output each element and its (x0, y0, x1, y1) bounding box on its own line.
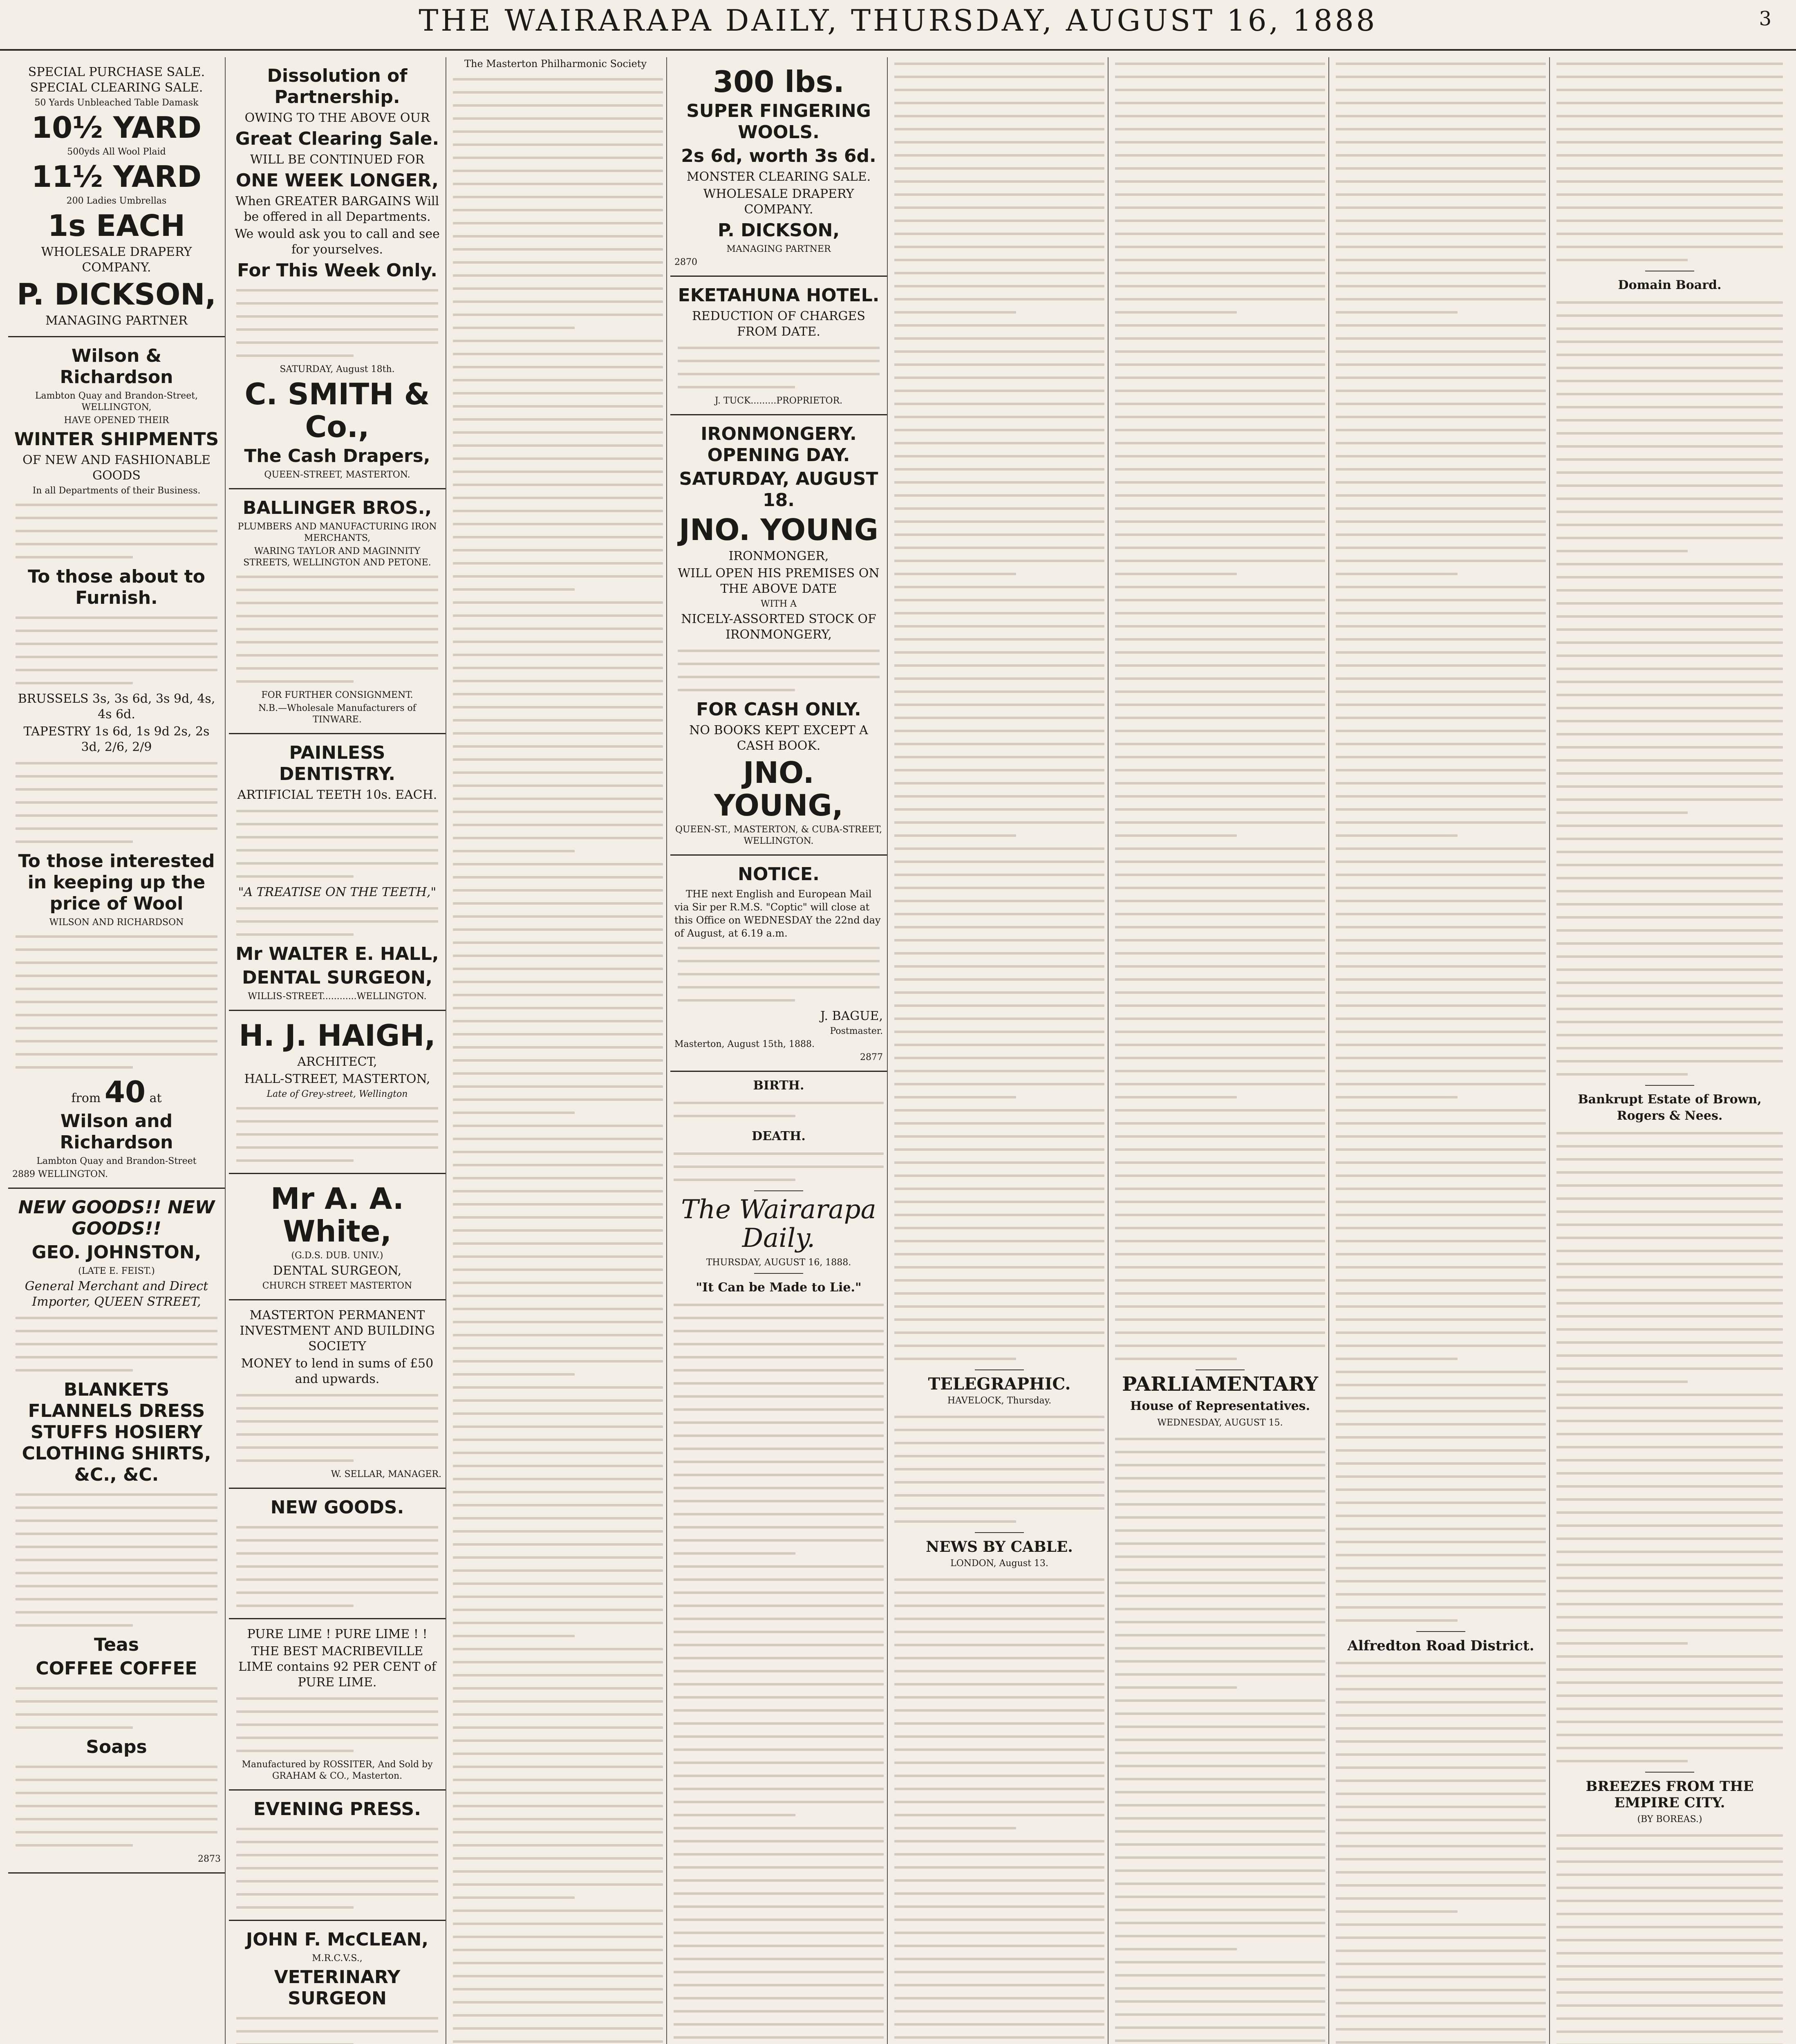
domain-board-heading: Domain Board. (1618, 278, 1722, 292)
ballinger-name: BALLINGER BROS., (242, 498, 432, 518)
eketahuna-hotel: EKETAHUNA HOTEL. (678, 285, 880, 306)
article-lead: The Masterton Philharmonic Society (464, 58, 647, 69)
p-dickson: P. DICKSON, (17, 277, 216, 312)
no-books: NO BOOKS KEPT EXCEPT A CASH BOOK. (689, 723, 868, 753)
divider (1645, 1772, 1694, 1773)
wholesale-drapery-2: WHOLESALE DRAPERY COMPANY. (703, 187, 854, 217)
text-block (678, 644, 880, 697)
editorial-heading: "It Can be Made to Lie." (696, 1280, 862, 1295)
parliamentary-heading: PARLIAMENTARY (1122, 1373, 1318, 1396)
rossiter: Manufactured by ROSSITER, And Sold by GRAHAM & CO., Masterton. (242, 1759, 433, 1781)
winter-sub: OF NEW AND FASHIONABLE GOODS (22, 453, 211, 483)
super-fingering: SUPER FINGERING WOOLS. (686, 101, 871, 143)
painless-heading: PAINLESS DENTISTRY. (279, 742, 396, 784)
forty-post: at (149, 1091, 162, 1105)
editorial-text (674, 1298, 884, 2044)
price-2: 11½ YARD (31, 159, 202, 194)
column-8 (1553, 57, 1786, 2044)
text-block (674, 1147, 884, 1186)
haigh-late: Late of Grey-street, Wellington (266, 1089, 408, 1099)
divider (754, 1273, 803, 1274)
death-heading: DEATH. (752, 1129, 806, 1143)
managing-partner: MANAGING PARTNER (45, 314, 188, 328)
newspaper-columns (8, 57, 1788, 2044)
wednesday-dateline: WEDNESDAY, AUGUST 15. (1157, 1418, 1283, 1428)
alfredton-heading: Alfredton Road District. (1347, 1638, 1534, 1654)
birth-heading: BIRTH. (753, 1078, 804, 1093)
ballinger-address: WARING TAYLOR AND MAGINNITY STREETS, WELLINGTON AND PETONE. (243, 546, 431, 568)
johnston-ad (8, 1189, 225, 1874)
havelock-dateline: HAVELOCK, Thursday. (947, 1396, 1052, 1406)
brussels-prices: BRUSSELS 3s, 3s 6d, 3s 9d, 4s, 4s 6d. (18, 692, 215, 722)
text-block (16, 1760, 217, 1852)
text-block (16, 1682, 217, 1734)
mail-notice (670, 856, 887, 1072)
fingering-wool-ad (670, 57, 887, 277)
text-block (236, 1822, 438, 1914)
ref-number: 2889 WELLINGTON. (12, 1169, 108, 1179)
haigh-name: H. J. HAIGH, (239, 1018, 436, 1053)
article-text (1336, 57, 1546, 1627)
wr-opened: HAVE OPENED THEIR (64, 415, 169, 426)
text-block (16, 930, 217, 1074)
lime-ad (229, 1619, 446, 1791)
article-text (1556, 1829, 1783, 2044)
text-block (236, 1102, 438, 1167)
ironmongery-opening: IRONMONGERY. OPENING DAY. (701, 424, 857, 466)
ref-number-5: 2877 (860, 1052, 883, 1062)
geo-role: General Merchant and Direct Importer, QUEEN STREET, (25, 1279, 208, 1309)
article-text (1115, 1432, 1325, 2044)
new-goods-ad (229, 1489, 446, 1619)
divider (1196, 1369, 1245, 1370)
article-text (1556, 1127, 1783, 1768)
mcclean-name: JOHN F. McCLEAN, (246, 1929, 429, 1950)
divider (1645, 1085, 1694, 1086)
umbrellas-line: 200 Ladies Umbrellas (66, 196, 167, 206)
white-name: Mr A. A. White, (270, 1181, 404, 1248)
queen-street: QUEEN-STREET, MASTERTON. (264, 470, 410, 480)
forty-line (12, 1076, 221, 1108)
page-number: 3 (1759, 7, 1771, 30)
mpibs-heading: MASTERTON PERMANENT INVESTMENT AND BUILDING SOCIETY (240, 1308, 435, 1354)
coffee-heading: COFFEE COFFEE (36, 1658, 197, 1679)
postmaster-title: Postmaster. (830, 1026, 883, 1036)
jno-young: JNO. YOUNG (679, 513, 878, 547)
notice-heading: NOTICE. (738, 864, 820, 885)
building-society-ad (229, 1300, 446, 1489)
ballinger-ad (229, 489, 446, 734)
text-block (236, 1692, 438, 1757)
walter-hall: Mr WALTER E. HALL, (235, 944, 439, 964)
column-3 (450, 57, 667, 2044)
saturday: SATURDAY, AUGUST 18. (679, 468, 878, 511)
evening-press: EVENING PRESS. (253, 1799, 421, 1820)
text-block (236, 284, 438, 362)
ballinger-further: FOR FURTHER CONSIGNMENT. (261, 690, 413, 700)
furnish-heading: To those about to Furnish. (27, 566, 205, 608)
soaps-heading: Soaps (86, 1737, 147, 1757)
mail-notice-text: THE next English and European Mail via Sir per R.M.S. "Coptic" will close at this Office on WEDNESDAY the 22nd day of August, at 6.19 a.m. (674, 888, 881, 939)
winter-sub-2: In all Departments of their Business. (32, 486, 201, 496)
wholesale-drapery: WHOLESALE DRAPERY COMPANY. (41, 245, 192, 275)
text-block (678, 341, 880, 394)
article-text (894, 57, 1104, 1365)
telegraphic-heading: TELEGRAPHIC. (928, 1374, 1071, 1394)
paper-nameplate: The Wairarapa Daily. (681, 1195, 876, 1253)
house-heading: House of Representatives. (1130, 1399, 1310, 1413)
macribeville: THE BEST MACRIBEVILLE LIME contains 92 PER CENT of PURE LIME. (238, 1644, 436, 1690)
text-block (674, 1096, 884, 1123)
price-1: 10½ YARD (31, 110, 202, 145)
geo-johnston: GEO. JOHNSTON, (31, 1242, 202, 1263)
divider (975, 1532, 1024, 1533)
text-block (16, 498, 217, 564)
text-block (236, 1389, 438, 1467)
linen-line: 50 Yards Unbleached Table Damask (34, 98, 199, 108)
article-text (453, 73, 663, 2044)
text-block (678, 941, 880, 1007)
masthead (0, 0, 1796, 51)
column-5 (891, 57, 1109, 2044)
white-qual: (G.D.S. DUB. UNIV.) (291, 1251, 383, 1261)
text-block (236, 2012, 438, 2044)
money-line: MONEY to lend in sums of £50 and upwards. (241, 1356, 434, 1386)
wr-small: WILSON AND RICHARDSON (49, 917, 184, 928)
issue-date: THURSDAY, AUGUST 16, 1888. (706, 1257, 851, 1268)
continued: WILL BE CONTINUED FOR (250, 152, 425, 167)
geo-late: (LATE E. FEIST.) (78, 1266, 155, 1276)
haigh-address: HALL-STREET, MASTERTON, (244, 1072, 430, 1086)
wr-name-2: Wilson and Richardson (60, 1111, 173, 1153)
wilson-richardson-ad (8, 337, 225, 1189)
p-dickson-2: P. DICKSON, (717, 220, 840, 241)
wool-300: 300 lbs. (713, 65, 844, 99)
this-week: For This Week Only. (237, 260, 437, 281)
ironmonger: IRONMONGER, (728, 549, 829, 563)
ballinger-sub: PLUMBERS AND MANUFACTURING IRON MERCHANTS, (237, 522, 437, 543)
pure-lime: PURE LIME ! PURE LIME ! ! (247, 1627, 428, 1641)
column-7 (1332, 57, 1550, 2044)
ironmongery-ad (670, 415, 887, 856)
wr-name: Wilson & Richardson (60, 345, 173, 388)
white-ad (229, 1174, 446, 1300)
white-address: CHURCH STREET MASTERTON (262, 1281, 412, 1291)
dentistry-ad (229, 734, 446, 1011)
one-week: ONE WEEK LONGER, (236, 170, 439, 191)
keeping-up-heading: To those interested in keeping up the price of Wool (18, 851, 215, 914)
column-6 (1112, 57, 1329, 2044)
cash-only: FOR CASH ONLY. (696, 699, 861, 720)
white-role: DENTAL SURGEON, (273, 1264, 402, 1278)
c-smith: C. SMITH & Co., (244, 377, 430, 444)
forty-pre: from (71, 1091, 101, 1105)
owing-line: OWING TO THE ABOVE OUR (244, 111, 430, 125)
treatise: "A TREATISE ON THE TEETH," (238, 885, 437, 899)
divider (975, 1369, 1024, 1370)
text-block (16, 1488, 217, 1632)
ref-number-4: 2870 (674, 257, 697, 267)
text-block (236, 570, 438, 688)
reduction-charges: REDUCTION OF CHARGES FROM DATE. (692, 309, 865, 339)
goods-list: BLANKETS FLANNELS DRESS STUFFS HOSIERY CLOTHING SHIRTS, &C., &C. (22, 1379, 211, 1485)
winter-shipments: WINTER SHIPMENTS (14, 429, 219, 450)
article-text (894, 1410, 1104, 1528)
dissolution-heading: Dissolution of Partnership. (267, 65, 408, 108)
special-sale-ad (8, 57, 225, 337)
teas-heading: Teas (94, 1634, 139, 1655)
breezes-heading: BREEZES FROM THE EMPIRE CITY. (1585, 1778, 1754, 1811)
price-3: 1s EACH (47, 208, 186, 243)
wr-address: Lambton Quay and Brandon-Street, WELLINGTON, (35, 391, 198, 412)
cash-drapers: The Cash Drapers, (244, 446, 430, 466)
walter-address: WILLIS-STREET............WELLINGTON. (248, 991, 427, 1002)
special-sale-header: SPECIAL PURCHASE SALE. SPECIAL CLEARING SALE. (28, 65, 205, 95)
monster-sale: MONSTER CLEARING SALE. (686, 170, 871, 184)
text-block (16, 611, 217, 690)
wr-address-2: Lambton Quay and Brandon-Street (36, 1156, 197, 1166)
breezes-byline: (BY BOREAS.) (1637, 1814, 1702, 1824)
ballinger-tinware: N.B.—Wholesale Manufacturers of TINWARE. (258, 703, 416, 725)
vet-heading: VETERINARY SURGEON (274, 1967, 401, 2009)
we-would: We would ask you to call and see for yourselves. (235, 227, 440, 257)
jno-young-2: JNO. YOUNG, (714, 755, 843, 823)
managing-partner-2: MANAGING PARTNER (726, 244, 831, 254)
tapestry-prices: TAPESTRY 1s 6d, 1s 9d 2s, 2s 3d, 2/6, 2/9 (23, 724, 210, 754)
great-clearing: Great Clearing Sale. (235, 128, 439, 149)
divider (1416, 1631, 1465, 1632)
london-dateline: LONDON, August 13. (950, 1558, 1048, 1569)
new-goods-heading: NEW GOODS. (270, 1497, 404, 1518)
postmaster-name: J. BAGUE, (820, 1009, 883, 1023)
evening-press-ad (229, 1791, 446, 1921)
article-text (1336, 1656, 1546, 2044)
dissolution-ad (229, 57, 446, 489)
masthead-title: THE WAIRARAPA DAILY, THURSDAY, AUGUST 16, 1888 (419, 3, 1377, 38)
haigh-role: ARCHITECT, (297, 1055, 377, 1069)
column-4 (670, 57, 888, 2044)
article-text (1115, 57, 1325, 1365)
with-a: WITH A (760, 599, 797, 609)
ref-number-2: 2873 (198, 1854, 221, 1864)
wool-price: 2s 6d, worth 3s 6d. (681, 146, 876, 166)
text-block (236, 1521, 438, 1612)
column-2 (229, 57, 446, 2044)
eketahuna-ad (670, 277, 887, 415)
saturday-note: SATURDAY, August 18th. (280, 364, 395, 374)
article-text (1556, 296, 1783, 1081)
jno-address: QUEEN-ST., MASTERTON, & CUBA-STREET, WELLINGTON. (675, 825, 882, 846)
bankrupt-heading: Bankrupt Estate of Brown, Rogers & Nees. (1578, 1092, 1762, 1123)
walter-role: DENTAL SURGEON, (242, 967, 432, 988)
forty-value: 40 (104, 1075, 146, 1109)
text-block (16, 1311, 217, 1377)
text-block (236, 805, 438, 883)
artificial-teeth: ARTIFICIAL TEETH 10s. EACH. (237, 788, 437, 802)
proprietor: J. TUCK.........PROPRIETOR. (714, 396, 843, 406)
veterinary-ad (229, 1921, 446, 2044)
wool-line: 500yds All Wool Plaid (67, 147, 166, 157)
haigh-ad (229, 1011, 446, 1174)
text-block (16, 757, 217, 848)
divider (754, 1190, 803, 1191)
article-text (1556, 57, 1783, 267)
nicely-assorted: NICELY-ASSORTED STOCK OF IRONMONGERY, (681, 612, 876, 642)
when-greater: When GREATER BARGAINS Will be offered in all Departments. (235, 194, 439, 224)
new-goods: NEW GOODS!! NEW GOODS!! (18, 1197, 215, 1239)
column-1 (8, 57, 226, 2044)
manager: W. SELLAR, MANAGER. (331, 1469, 441, 1479)
text-block (236, 902, 438, 941)
will-open: WILL OPEN HIS PREMISES ON THE ABOVE DATE (678, 566, 880, 596)
article-text (894, 1573, 1104, 2044)
news-by-cable: NEWS BY CABLE. (926, 1538, 1073, 1555)
mrcvs: M.R.C.V.S., (312, 1953, 363, 1963)
notice-date: Masterton, August 15th, 1888. (674, 1039, 815, 1049)
